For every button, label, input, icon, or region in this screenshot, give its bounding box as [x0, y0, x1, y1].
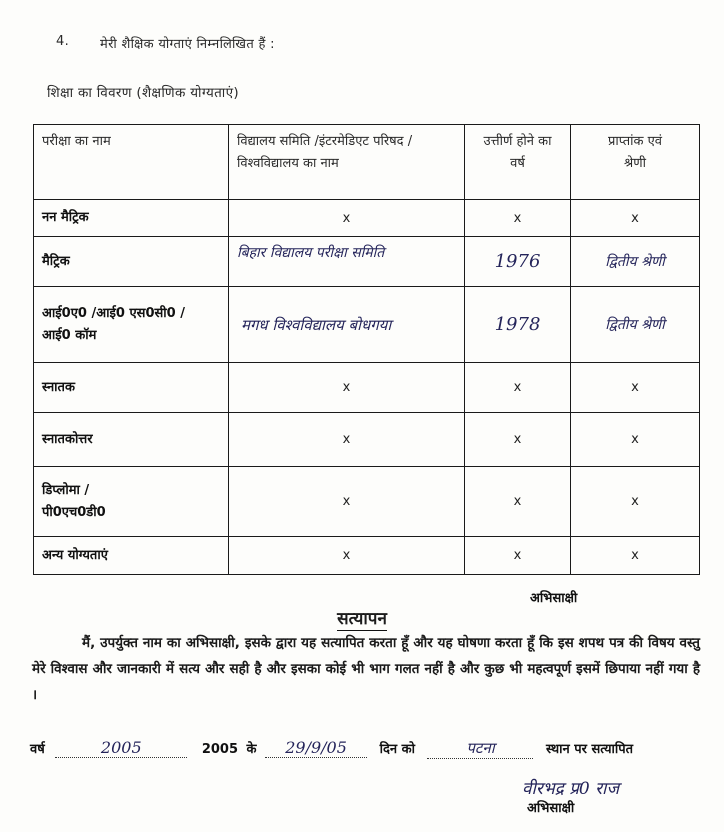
ke-label: के: [246, 742, 257, 757]
header-year: उत्तीर्ण होने का वर्ष: [465, 125, 571, 200]
qualifications-intro: मेरी शैक्षिक योग्ताएं निम्नलिखित हैं :: [100, 37, 275, 52]
date-field: 29/9/05: [265, 738, 367, 758]
grade-cell: x: [571, 467, 700, 537]
table-row: [34, 467, 700, 537]
year-field: 2005: [55, 738, 187, 758]
grade-cell: x: [571, 363, 700, 413]
year-printed: 2005: [201, 742, 238, 757]
signer-label: अभिसाक्षी: [527, 801, 575, 816]
exam-cell: अन्य योग्यताएं: [34, 537, 229, 575]
grade-cell: द्वितीय श्रेणी: [571, 287, 700, 363]
place-suffix: स्थान पर सत्यापित: [546, 742, 634, 757]
table-header-row: [34, 125, 700, 200]
exam-cell: आई0ए0 /आई0 एस0सी0 / आई0 कॉम: [34, 287, 229, 363]
year-cell: 1978: [465, 287, 571, 363]
year-cell: x: [465, 413, 571, 467]
exam-cell: स्नातक: [34, 363, 229, 413]
item-number: 4.: [56, 34, 70, 49]
board-cell: x: [229, 467, 465, 537]
grade-cell: x: [571, 413, 700, 467]
year-cell: x: [465, 200, 571, 237]
exam-cell: स्नातकोत्तर: [34, 413, 229, 467]
table-row: [34, 363, 700, 413]
day-label: दिन को: [379, 742, 415, 757]
signature: वीरभद्र प्र0 राज: [522, 779, 620, 799]
grade-cell: x: [571, 200, 700, 237]
table-row: [34, 413, 700, 467]
exam-cell: नन मैट्रिक: [34, 200, 229, 237]
year-cell: 1976: [465, 237, 571, 287]
board-cell: x: [229, 537, 465, 575]
verification-title-wrap: [0, 606, 724, 629]
table-row: [34, 537, 700, 575]
table-row: [34, 237, 700, 287]
board-cell: x: [229, 363, 465, 413]
exam-cell: डिप्लोमा / पी0एच0डी0: [34, 467, 229, 537]
header-grade: प्राप्तांक एवं श्रेणी: [571, 125, 700, 200]
table-row: [34, 287, 700, 363]
header-board: विद्यालय समिति /इंटरमेडिएट परिषद / विश्वविद्यालय का नाम: [229, 125, 465, 200]
section-title: शिक्षा का विवरण (शैक्षणिक योग्यताएं): [47, 85, 239, 101]
grade-cell: द्वितीय श्रेणी: [571, 237, 700, 287]
board-cell: मगध विश्वविद्यालय बोधगया: [229, 287, 465, 363]
place-field: पटना: [427, 738, 533, 759]
year-cell: x: [465, 467, 571, 537]
year-line: [30, 738, 633, 759]
year-label: वर्ष: [30, 742, 45, 757]
verification-title: सत्यापन: [337, 609, 387, 629]
board-cell: x: [229, 413, 465, 467]
board-cell: बिहार विद्यालय परीक्षा समिति: [229, 237, 465, 287]
exam-cell: मैट्रिक: [34, 237, 229, 287]
year-cell: x: [465, 363, 571, 413]
deponent-label: अभिसाक्षी: [530, 591, 578, 606]
grade-cell: x: [571, 537, 700, 575]
table-row: [34, 200, 700, 237]
year-cell: x: [465, 537, 571, 575]
verification-paragraph: मैं, उपर्युक्त नाम का अभिसाक्षी, इसके द्वारा यह सत्यापित करता हूँ और यह घोषणा करता हूँ कि इस शपथ पत्र की विषय वस्तु मेरे विश्वास और जानकारी में सत्य और सही है और इसका कोई भी भाग गलत नहीं है और कुछ भी महत्वपूर्ण इसमें छिपाया नहीं गया है ।: [32, 635, 700, 703]
header-exam: परीक्षा का नाम: [34, 125, 229, 200]
board-cell: x: [229, 200, 465, 237]
education-table: [33, 124, 700, 575]
